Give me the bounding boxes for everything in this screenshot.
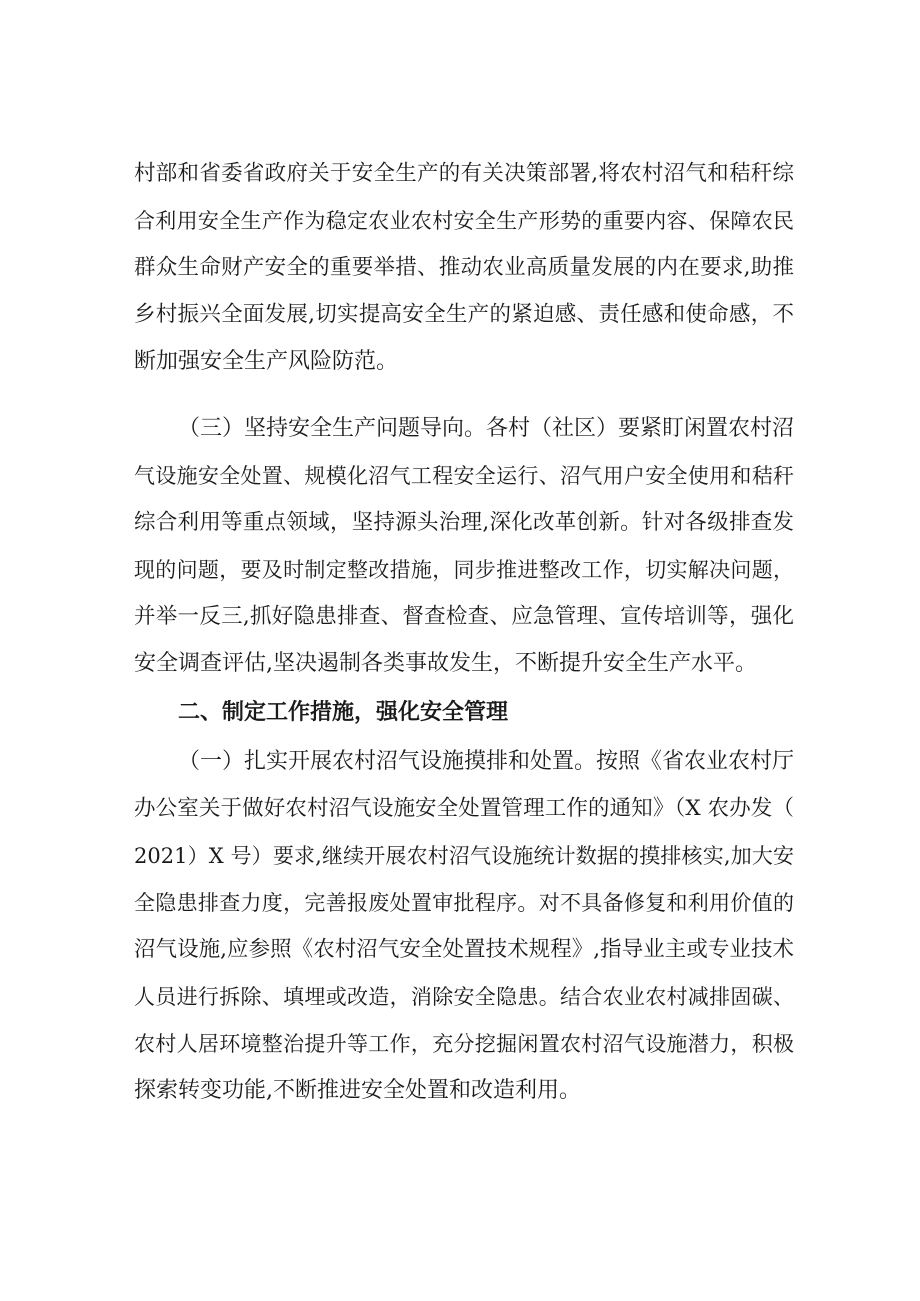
para1-line-4: 乡村振兴全面发展,切实提高安全生产的紧迫感、责任感和使命感，不	[134, 302, 794, 327]
para2-line-4: 现的问题，要及时制定整改措施，同步推进整改工作，切实解决问题，	[134, 558, 794, 582]
para3-line-6: 人员进行拆除、填埋或改造，消除安全隐患。结合农业农村减排固碳、	[134, 985, 794, 1009]
para1-line-1: 村部和省委省政府关于安全生产的有关决策部署,将农村沼气和秸秆综	[134, 161, 794, 186]
para2-line-5: 并举一反三,抓好隐患排查、督查检查、应急管理、宣传培训等，强化	[134, 604, 794, 629]
para3-line-1: （一）扎实开展农村沼气设施摸排和处置。按照《省农业农村厅	[178, 749, 795, 774]
para1-line-5: 断加强安全生产风险防范。	[134, 349, 399, 374]
para1-line-3: 群众生命财产安全的重要举措、推动农业高质量发展的内在要求,助推	[134, 255, 794, 280]
para2-line-3: 综合利用等重点领域，坚持源头治理,深化改革创新。针对各级排查发	[134, 510, 794, 535]
para3-line-3: 2021）X 号）要求,继续开展农村沼气设施统计数据的摸排核实,加大安	[134, 844, 794, 868]
section-heading: 二、制定工作措施，强化安全管理	[178, 700, 509, 725]
para2-line-6: 安全调查评估,坚决遏制各类事故发生，不断提升安全生产水平。	[134, 651, 757, 676]
para3-line-8: 探索转变功能,不断推进安全处置和改造利用。	[134, 1078, 581, 1103]
para3-line-5: 沼气设施,应参照《农村沼气安全处置技术规程》,指导业主或专业技术	[134, 937, 794, 962]
para1-line-2: 合利用安全生产作为稳定农业农村安全生产形势的重要内容、保障农民	[134, 209, 794, 233]
para2-line-1: （三）坚持安全生产问题导向。各村（社区）要紧盯闲置农村沼	[178, 416, 795, 441]
para3-line-4: 全隐患排查力度，完善报废处置审批程序。对不具备修复和利用价值的	[134, 891, 794, 915]
para3-line-7: 农村人居环境整治提升等工作，充分挖掘闲置农村沼气设施潜力，积极	[134, 1032, 794, 1056]
para3-line-2: 办公室关于做好农村沼气设施安全处置管理工作的通知》（X 农办发（	[134, 796, 794, 821]
para2-line-2: 气设施安全处置、规模化沼气工程安全运行、沼气用户安全使用和秸秆	[134, 464, 794, 488]
